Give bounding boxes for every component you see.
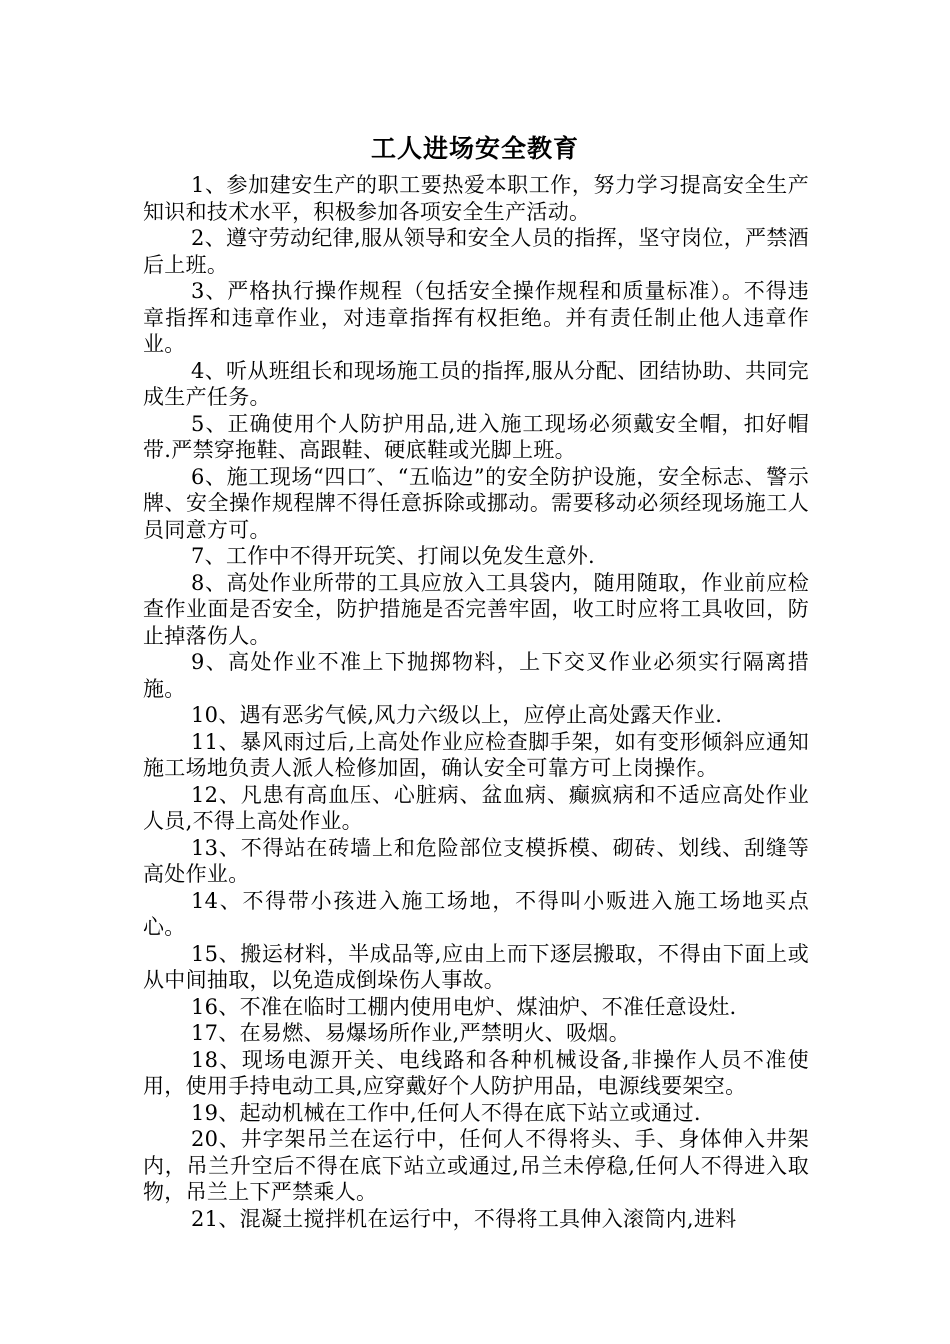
paragraph-4: 4、听从班组长和现场施工员的指挥,服从分配、团结协助、共同完成生产任务。 — [143, 358, 809, 409]
paragraph-10: 10、遇有恶劣气候,风力六级以上，应停止高处露天作业. — [191, 703, 723, 727]
paragraph-7: 7、工作中不得开玩笑、打闹以免发生意外. — [191, 544, 596, 568]
paragraph-14: 14、不得带小孩进入施工场地，不得叫小贩进入施工场地买点心。 — [143, 888, 809, 939]
paragraph-12: 12、凡患有高血压、心脏病、盆血病、癫疯病和不适应高处作业人员,不得上高处作业。 — [143, 782, 809, 833]
paragraph-1: 1、参加建安生产的职工要热爱本职工作，努力学习提高安全生产知识和技术水平，积极参加各项安全生产活动。 — [143, 173, 809, 224]
paragraph-3: 3、严格执行操作规程（包括安全操作规程和质量标准）。不得违章指挥和违章作业，对违章指挥有权拒绝。并有责任制止他人违章作业。 — [143, 279, 809, 356]
paragraph-6: 6、施工现场“四口″、“五临边”的安全防护设施，安全标志、警示牌、安全操作规程牌不得任意拆除或挪动。需要移动必须经现场施工人员同意方可。 — [143, 464, 809, 542]
paragraph-18: 18、现场电源开关、电线路和各种机械设备,非操作人员不准使用，使用手持电动工具,应穿戴好个人防护用品，电源线要架空。 — [143, 1047, 809, 1098]
document-body — [143, 172, 809, 1232]
paragraph-20: 20、井字架吊兰在运行中，任何人不得将头、手、身体伸入井架内，吊兰升空后不得在底下站立或通过,吊兰未停稳,任何人不得进入取物，吊兰上下严禁乘人。 — [143, 1127, 809, 1204]
paragraph-15: 15、搬运材料，半成品等,应由上而下逐层搬取，不得由下面上或从中间抽取，以免造成倒垛伤人事故。 — [143, 941, 809, 992]
paragraph-13: 13、不得站在砖墙上和危险部位支模拆模、砌砖、划线、刮缝等高处作业。 — [143, 835, 809, 886]
paragraph-16: 16、不准在临时工棚内使用电炉、煤油炉、不准任意设灶. — [191, 994, 737, 1019]
paragraph-19: 19、起动机械在工作中,任何人不得在底下站立或通过. — [191, 1100, 701, 1125]
paragraph-8: 8、高处作业所带的工具应放入工具袋内，随用随取，作业前应检查作业面是否安全，防护措施是否完善牢固，收工时应将工具收回，防止掉落伤人。 — [143, 570, 809, 648]
paragraph-11: 11、暴风雨过后,上高处作业应检查脚手架，如有变形倾斜应通知施工场地负责人派人检修加固，确认安全可靠方可上岗操作。 — [143, 729, 809, 780]
paragraph-17: 17、在易燃、易爆场所作业,严禁明火、吸烟。 — [191, 1021, 630, 1045]
paragraph-2: 2、遵守劳动纪律,服从领导和安全人员的指挥，坚守岗位，严禁酒后上班。 — [143, 226, 809, 277]
paragraph-9: 9、高处作业不准上下抛掷物料，上下交叉作业必须实行隔离措施。 — [143, 650, 809, 701]
paragraph-21: 21、混凝土搅拌机在运行中，不得将工具伸入滚筒内,进料 — [191, 1206, 737, 1231]
document-title: 工人进场安全教育 — [370, 134, 579, 163]
paragraph-5: 5、正确使用个人防护用品,进入施工现场必须戴安全帽，扣好帽带.严禁穿拖鞋、高跟鞋、硬底鞋或光脚上班。 — [143, 411, 809, 462]
